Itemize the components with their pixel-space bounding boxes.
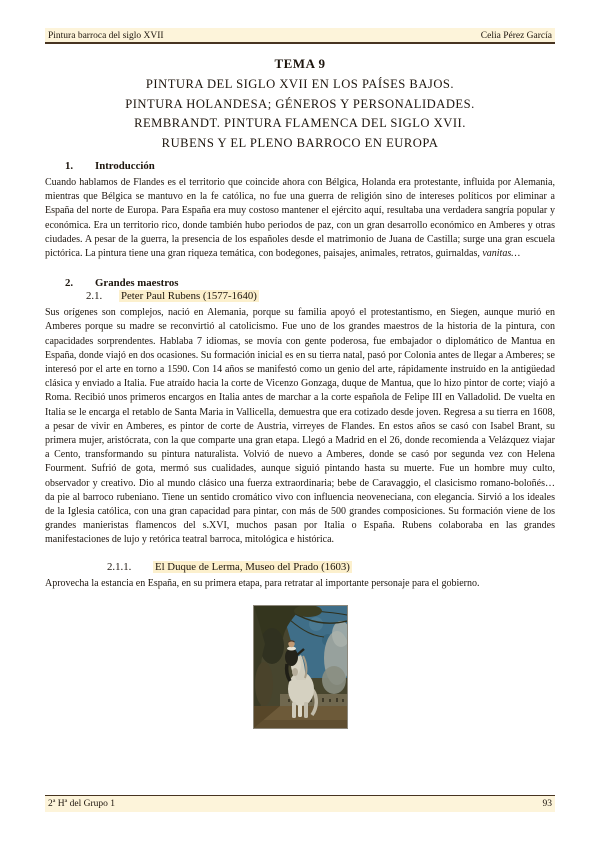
- intro-paragraph: [45, 176, 555, 261]
- page-number: 93: [542, 799, 552, 809]
- equestrian-portrait-duke-of-lerma-image: [254, 606, 347, 728]
- document-body: [45, 160, 555, 729]
- section-number: 2.: [65, 277, 74, 290]
- lerma-paragraph: Aprovecha la estancia en España, en su primera etapa, para retratar al importante personaje para el gobierno.: [45, 577, 480, 589]
- header-left-text: Pintura barroca del siglo XVII: [48, 31, 164, 41]
- header-right-text: Celia Pérez García: [480, 31, 552, 41]
- section-label-highlighted: El Duque de Lerma, Museo del Prado (1603): [155, 560, 350, 573]
- section-heading-grandes-maestros: [45, 277, 555, 290]
- intro-text: Cuando hablamos de Flandes es el territorio que coincide ahora con Bélgica, Holanda era protestante, influida por Alemania, mientras que Bélgica se mantuvo en la fe católica, no fue una guerra de religión sino de intereses políticos por eliminar a España del norte de Europa. Para España era muy costoso mantener el ejército aquí, resultaba una verdadera sangría popular y económica. Era un territorio rico, donde también hubo periodos de paz, con un gran desarrollo económico en Amberes y otras ciudades. A pesar de la guerra, la presencia de los españoles desde el matrimonio de Juana de Castilla; surge una gran escuela pictórica. La pintura tiene una gran riqueza temática, con bodegones, paisajes, animales, retratos, guirnaldas,: [45, 177, 555, 260]
- title-line-1: PINTURA DEL SIGLO XVII EN LOS PAÍSES BAJOS.: [145, 77, 455, 91]
- lerma-painting-figure: [253, 605, 348, 729]
- section-number: 1.: [65, 160, 74, 172]
- title-line-3: REMBRANDT. PINTURA FLAMENCA DEL SIGLO XVII.: [134, 116, 466, 130]
- page-title: TEMA 9: [274, 56, 326, 71]
- title-block: [45, 0, 555, 153]
- intro-italic-text: vanitas…: [482, 248, 521, 260]
- section-label: Introducción: [95, 160, 155, 172]
- page-footer: [45, 795, 555, 812]
- section-number: 2.1.1.: [107, 560, 132, 573]
- section-label: Grandes maestros: [95, 277, 179, 290]
- section-heading-duque-de-lerma: [45, 561, 555, 574]
- page-header: [45, 28, 555, 44]
- section-heading-introduccion: [45, 160, 555, 173]
- rubens-paragraph: Sus orígenes son complejos, nació en Alemania, porque su familia apoyó el protestantismo, en Siegen, aunque murió en Amberes porque su madre se reconvirtió al catolicismo. Fue uno de los grandes maestros de la historia de la pintura, con capacidades sorprendentes. Hablaba 7 idiomas, se movía con gente poderosa, fue embajador o diplomático de Mantua en España, donde viajó en dos ocasiones. Su formación inicial es en su tierra natal, pasó por Colonia antes de llegar a Amberes; se interesó por el arte en torno a 1590. Con 14 años se manifestó como un genio del arte, rápidamente instruido en la antigüedad clásica y enviado a Italia. Fue atraído hacia la corte de Vicenzo Gonzaga, duque de Mantua, que lo hizo pintor de corte; viajó a Roma. Recibió unos primeros encargos en Italia antes de marchar a la corte española de Felipe III en Valladolid. De vuelta en Italia se le encarga el retablo de Santa Maria in Vallicella, demuestra que era cotizado desde joven. Regresa a su tierra en 1608, a pesar de vivir en Amberes, es pintor de corte de Austria, virreyes de Flandes. En estos años se casó con Isabel Brant, su primera mujer, aristócrata, con la que comparte una gran etapa. Llegó a Madrid en el 26, donde recomienda a Velázquez viajar a Cento, transformando su pintura naturalista. Volvió de nuevo a Amberes, donde se casó por segunda vez con Helena Fourment. Sufrió de gota, mermó sus cualidades, aunque siguió pintando hasta su muerte. Fue un hombre muy culto, observador y creativo. Dio al mundo clásico una fuerza extraordinaria; bebe de Caravaggio, el clasicismo romano-boloñés… da pie al barroco rubeniano. Tiene un sentido cromático vivo con influencia neoveneciana, con elegancia. Sirvió a los ideales de la Iglesia católica, con una gran capacidad para pintar, con más de 500 grandes composiciones. Su formación viene de los grandes manieristas flamencos del s.XVI, muchos pasan por Italia o España. Rubens colaboraba en las grandes manifestaciones de lujo y retórica teatral barroca, mitológica e histórica.: [45, 307, 555, 546]
- title-line-4: RUBENS Y EL PLENO BARROCO EN EUROPA: [161, 135, 439, 150]
- section-label-highlighted: Peter Paul Rubens (1577-1640): [121, 290, 257, 303]
- title-line-2: PINTURA HOLANDESA; GÉNEROS Y PERSONALIDADES.: [125, 96, 475, 111]
- section-number: 2.1.: [86, 290, 103, 303]
- section-heading-rubens: [45, 290, 555, 303]
- footer-left-text: 2ª Hª del Grupo 1: [48, 799, 115, 809]
